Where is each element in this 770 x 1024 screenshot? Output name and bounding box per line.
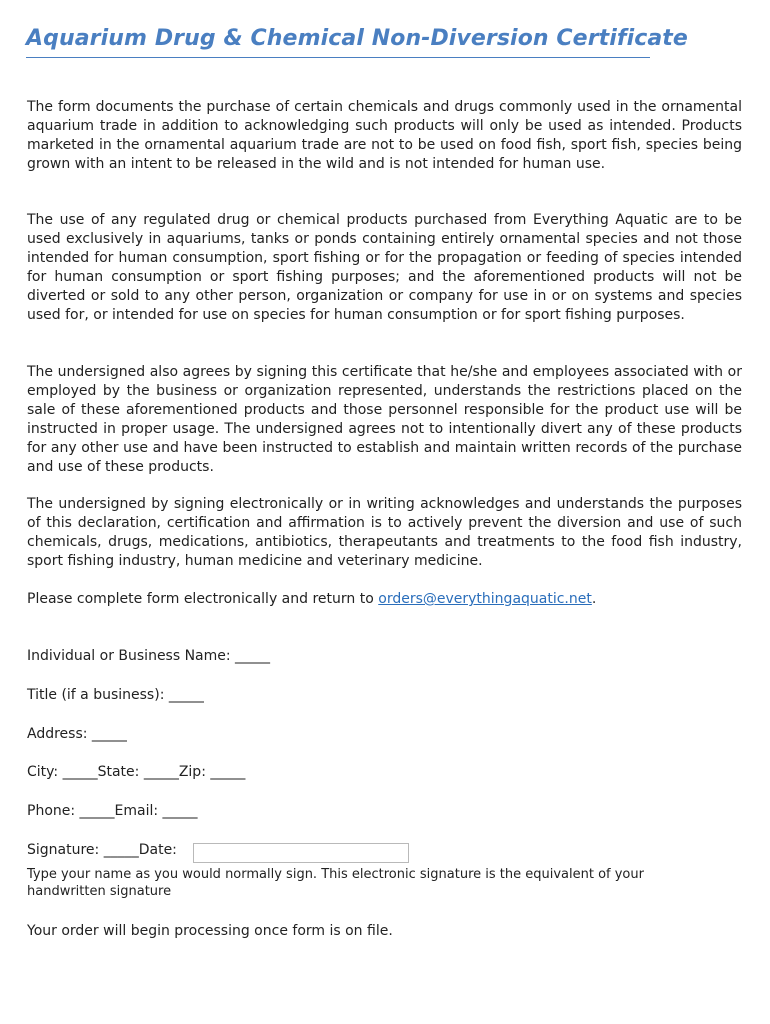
date-input[interactable] xyxy=(193,843,409,863)
business-name-field[interactable]: Individual or Business Name: _____ xyxy=(27,648,271,664)
title-underline xyxy=(26,57,650,58)
signature-note: Type your name as you would normally sign. This electronic signature is the equivalent of your handwritten signature xyxy=(27,867,644,899)
return-instruction-text: Please complete form electronically and return to xyxy=(27,591,379,607)
zip-field[interactable]: Zip: _____ xyxy=(178,764,246,780)
closing-note: Your order will begin processing once form is on file. xyxy=(27,923,393,939)
email-field[interactable]: Email: _____ xyxy=(114,803,198,819)
phone-field[interactable]: Phone: _____ xyxy=(27,803,115,819)
address-field[interactable]: Address: _____ xyxy=(27,726,127,742)
business-title-field[interactable]: Title (if a business): _____ xyxy=(27,687,204,703)
state-field[interactable]: State: _____ xyxy=(97,764,179,780)
date-label: Date: xyxy=(138,842,177,858)
orders-email-link[interactable]: orders@everythingaquatic.net xyxy=(378,591,592,607)
signature-field[interactable]: Signature: _____ xyxy=(27,842,139,858)
city-field[interactable]: City: _____ xyxy=(27,764,98,780)
return-instruction-period: . xyxy=(591,591,597,607)
city-state-zip-row xyxy=(27,763,245,781)
paragraph-usage: The use of any regulated drug or chemical products purchased from Everything Aquatic are to be used exclusively in aquariums, tanks or ponds containing entirely ornamental species and not those intended for human consumption, sport fishing or for the propagation or feeding of species intended for human consumption or sport fishing purposes; and the aforementioned products will not be diverted or sold to any other person, organization or company for use in or on systems and species used for, or intended for use on species for human consumption or for sport fishing purposes. xyxy=(27,212,742,323)
signature-date-row xyxy=(27,841,177,859)
paragraph-acknowledgement: The undersigned by signing electronically or in writing acknowledges and understands the purposes of this declaration, certification and affirmation is to actively prevent the diversion and use of such chemicals, drugs, medications, antibiotics, therapeutants and treatments to the food fish industry, sport fishing industry, human medicine and veterinary medicine. xyxy=(27,496,742,569)
paragraph-purpose: The form documents the purchase of certain chemicals and drugs commonly used in the ornamental aquarium trade in addition to acknowledging such products will only be used as intended. Products marketed in the ornamental aquarium trade are not to be used on food fish, sport fish, species being grown with an intent to be released in the wild and is not intended for human use. xyxy=(27,99,742,172)
paragraph-agreement: The undersigned also agrees by signing this certificate that he/she and employees associated with or employed by the business or organization represented, understands the restrictions placed on the sale of these aforementioned products and those personnel responsible for the product use will be instructed in proper usage. The undersigned agrees not to intentionally divert any of these products for any other use and have been instructed to establish and maintain written records of the purchase and use of these products. xyxy=(27,364,742,475)
return-instruction xyxy=(27,590,596,608)
phone-email-row xyxy=(27,802,198,820)
page-title: Aquarium Drug & Chemical Non-Diversion Certificate xyxy=(26,26,688,51)
